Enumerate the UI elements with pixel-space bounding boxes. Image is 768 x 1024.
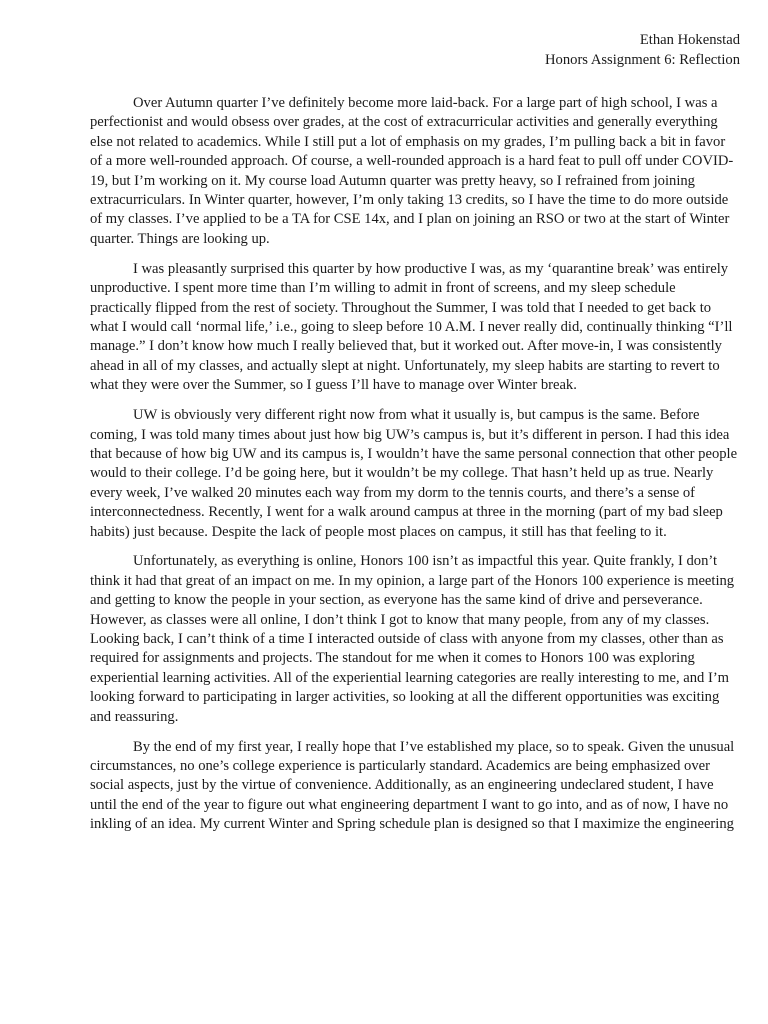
document-header [90,30,740,70]
paragraph-5: By the end of my first year, I really hope that I’ve established my place, so to speak. Given the unusual circumstances, no one’s college experience is particularly standard. Academics are being emphasized over social aspects, just by the virtue of convenience. Additionally, as an engineering undeclared student, I have until the end of the year to figure out what engineering department I want to go into, and as of now, I have no inkling of an idea. My current Winter and Spring schedule plan is designed so that I maximize the engineering [90,738,735,833]
paragraph-4: Unfortunately, as everything is online, Honors 100 isn’t as impactful this year. Quite frankly, I don’t think it had that great of an impact on me. In my opinion, a large part of the Honors 100 experience is meeting and getting to know the people in your section, as everyone has the same kind of drive and perseverance. However, as classes were all online, I don’t think I got to know that many people, from any of my classes. Looking back, I can’t think of a time I interacted outside of class with anyone from my classes, other than as required for assignments and projects. The standout for me when it comes to Honors 100 was exploring experiential learning activities. All of the experiential learning categories are really interesting to me, and I’m looking forward to participating in larger activities, so looking at all the different opportunities was exciting and reassuring. [90,553,735,725]
author-name: Ethan Hokenstad [639,32,740,48]
assignment-title: Honors Assignment 6: Reflection [545,52,740,68]
paragraph-3: UW is obviously very different right now from what it usually is, but campus is the same. Before coming, I was told many times about just how big UW’s campus is, but it’s different in person. I had this idea that because of how big UW and its campus is, I wouldn’t have the same personal connection that other people would to their college. I’d be going here, but it wouldn’t be my college. That hasn’t held up as true. Nearly every week, I’ve walked 20 minutes each way from my dorm to the tennis courts, and there’s a sense of interconnectedness. Recently, I went for a walk around campus at three in the morning (part of my bad sleep habits) just because. Despite the lack of people most places on campus, it still has that feeling to it. [90,407,738,540]
paragraph-2: I was pleasantly surprised this quarter by how productive I was, as my ‘quarantine break’ was entirely unproductive. I spent more time than I’m willing to admit in front of screens, and my sleep schedule practically flipped from the rest of society. Throughout the Summer, I was told that I needed to get back to what I would call ‘normal life,’ i.e., going to sleep before 10 A.M. I never really did, continually thinking “I’ll manage.” I don’t know how much I really believed that, but it worked out. After move-in, I was consistently ahead in all of my classes, and actually slept at night. Unfortunately, my sleep habits are starting to revert to what they were over the Summer, so I guess I’ll have to manage over Winter break. [90,260,733,394]
paragraph-1: Over Autumn quarter I’ve definitely become more laid-back. For a large part of high school, I was a perfectionist and would obsess over grades, at the cost of extracurricular activities and generally everything else not related to academics. While I still put a lot of emphasis on my grades, I’m pulling back a bit in favor of a more well-rounded approach. Of course, a well-rounded approach is a hard feat to pull off under COVID-19, but I’m working on it. My course load Autumn quarter was pretty heavy, so I refrained from joining extracurriculars. In Winter quarter, however, I’m only taking 13 credits, so I have the time to do more outside of my classes. I’ve applied to be a TA for CSE 14x, and I plan on joining an RSO or two at the start of Winter quarter. Things are looking up. [90,95,734,247]
document-body [90,94,740,835]
